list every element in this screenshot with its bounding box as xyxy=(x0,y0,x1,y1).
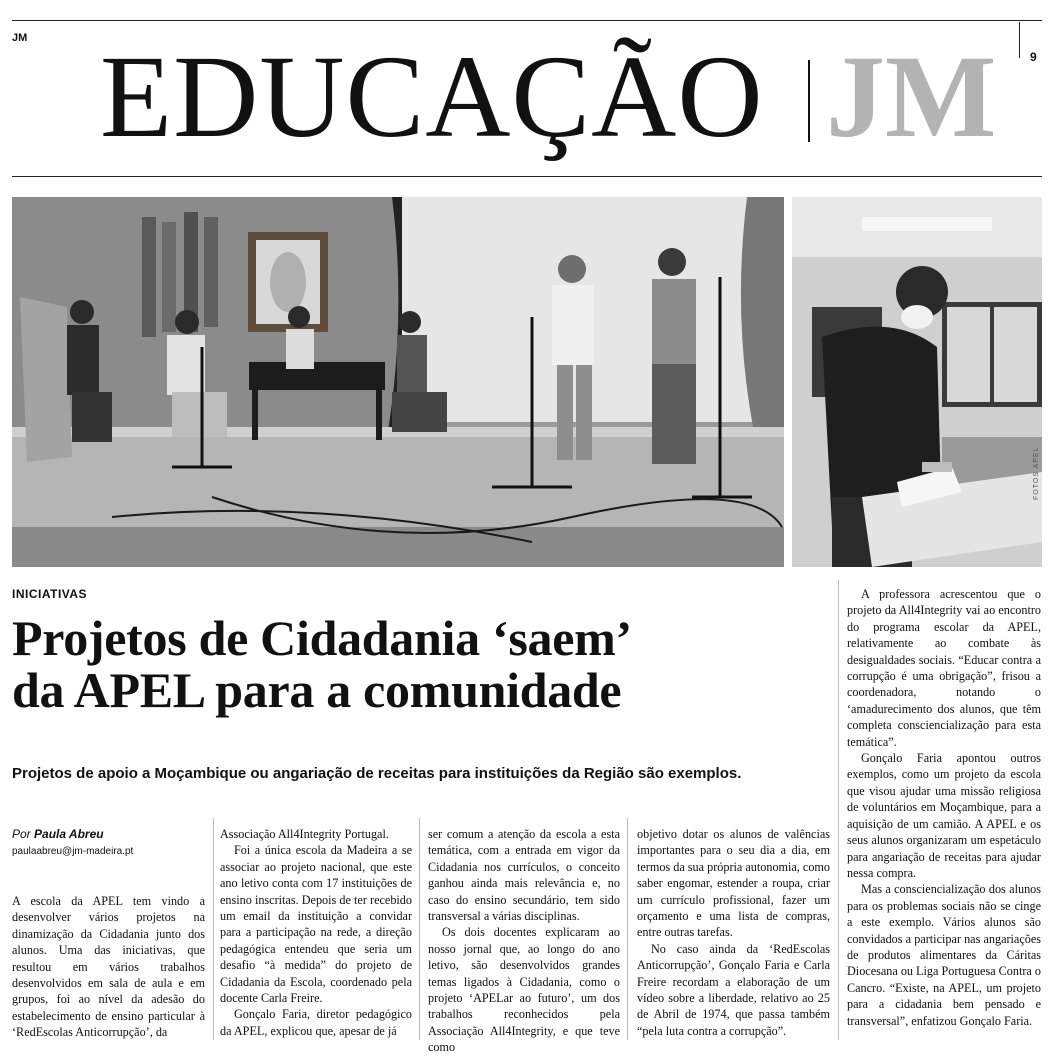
photo-credit: FOTOS APEL xyxy=(1033,446,1040,500)
headline-line-1: Projetos de Cidadania ‘saem’ xyxy=(12,610,632,666)
section-title: EDUCAÇÃO xyxy=(100,31,764,162)
paragraph: Associação All4Integrity Portugal. xyxy=(220,827,389,841)
paragraph: No caso ainda da ‘RedEscolas Anticorrupção’, Gonçalo Faria e Carla Freire recordam a elaboração de um vídeo sobre a liberdade, relativo ao 25 de Abril de 1974, que passa também “pela luta contra a corrupção”. xyxy=(637,941,830,1038)
headline-line-2: da APEL para a comunidade xyxy=(12,662,622,718)
page-number: 9 xyxy=(1030,50,1037,64)
column-divider xyxy=(627,818,628,1040)
paragraph: Gonçalo Faria, diretor pedagógico da APEL, explicou que, apesar de já xyxy=(220,1007,412,1038)
stage-concert-photo xyxy=(12,197,784,567)
top-rule xyxy=(12,20,1042,21)
column-divider xyxy=(419,818,420,1040)
article-headline xyxy=(12,612,842,716)
article-column-4 xyxy=(637,826,830,1039)
paragraph: Foi a única escola da Madeira a se associar ao projeto nacional, que este ano letivo conta com 17 instituições de ensino inscritas. Depois de ter recebido um email da instituição a convidar para a participação na rede, a direção pedagógica entendeu que seria um desafio “à medida” do projeto de Cidadania da Escola, coordenado pela docente Carla Freire. xyxy=(220,843,412,1006)
paragraph: Gonçalo Faria apontou outros exemplos, como um projeto da escola que visou ajudar uma missão religiosa de voluntários em Moçambique, para a aquisição de um camião. A APEL e os seus alunos organizaram um espetáculo para angariação de receitas para ajudar nessa compra. xyxy=(847,751,1041,880)
paragraph: A professora acrescentou que o projeto da All4Integrity vai ao encontro do programa escolar da APEL, relativamente ao combate às desigualdades sociais. “Educar contra a corrupção é uma obrigação”, frisou a coordenadora, notando o ‘amadurecimento dos alunos, que têm completa consciencialização para esta temática”. xyxy=(847,587,1041,749)
article-column-1 xyxy=(12,893,205,1041)
student-ironing-photo xyxy=(792,197,1042,567)
byline xyxy=(12,827,104,841)
paragraph: A escola da APEL tem vindo a desenvolver vários projetos na dinamização da Cidadania junto dos alunos. Uma das iniciativas, que resultou em vários trabalhos desenvolvidos em sala de aula e em grupos, foi ao nível da adesão do estabelecimento de ensino particular à ‘RedEscolas Anticorrupção’, da xyxy=(12,894,205,1040)
paragraph: Os dois docentes explicaram ao nosso jornal que, ao longo do ano letivo, são desenvolvidos grandes temas ligados à Cidadania, como o projeto ‘APELar ao futuro’, um dos trabalhos reconhecidos pela Associação All4Integrity, e que teve como xyxy=(428,925,620,1055)
article-column-2 xyxy=(220,826,412,1039)
masthead-rule xyxy=(12,176,1042,177)
paragraph: Mas a consciencialização dos alunos para os problemas sociais não se cinge a este exemplo. Vários alunos são convidados a participar nas angariações de produtos alimentares da Cáritas Diocesana ou Liga Portuguesa Contra o Cancro. “Existe, na APEL, um projeto para a cidadania bem pensado e transversal”, enfatizou Gonçalo Faria. xyxy=(847,882,1041,1028)
article-subheadline: Projetos de apoio a Moçambique ou angariação de receitas para instituições da Região são exemplos. xyxy=(12,765,742,782)
author-name: Paula Abreu xyxy=(34,827,104,841)
paragraph: ser comum a atenção da escola a esta temática, com a entrada em vigor da Cidadania nos currículos, o conceito ganhou ainda mais relevância e, no caso do ensino secundário, tem sido transversal a várias disciplinas. xyxy=(428,827,620,924)
paragraph: objetivo dotar os alunos de valências importantes para o seu dia a dia, em termos da sua própria autonomia, como saber engomar, estender a roupa, criar um currículo profissional, fazer um orçamento e uma lista de compras, entre outras tarefas. xyxy=(637,827,830,940)
byline-prefix: Por xyxy=(12,827,31,841)
column-divider xyxy=(838,580,839,1040)
section-divider xyxy=(808,60,810,142)
section-brand: JM xyxy=(826,31,997,162)
newspaper-mark: JM xyxy=(12,32,28,44)
section-kicker: INICIATIVAS xyxy=(12,587,88,601)
page-number-divider xyxy=(1019,22,1020,58)
article-column-5 xyxy=(847,586,1041,1029)
author-email[interactable]: paulaabreu@jm-madeira.pt xyxy=(12,846,134,857)
column-divider xyxy=(213,818,214,1040)
article-column-3 xyxy=(428,826,620,1056)
